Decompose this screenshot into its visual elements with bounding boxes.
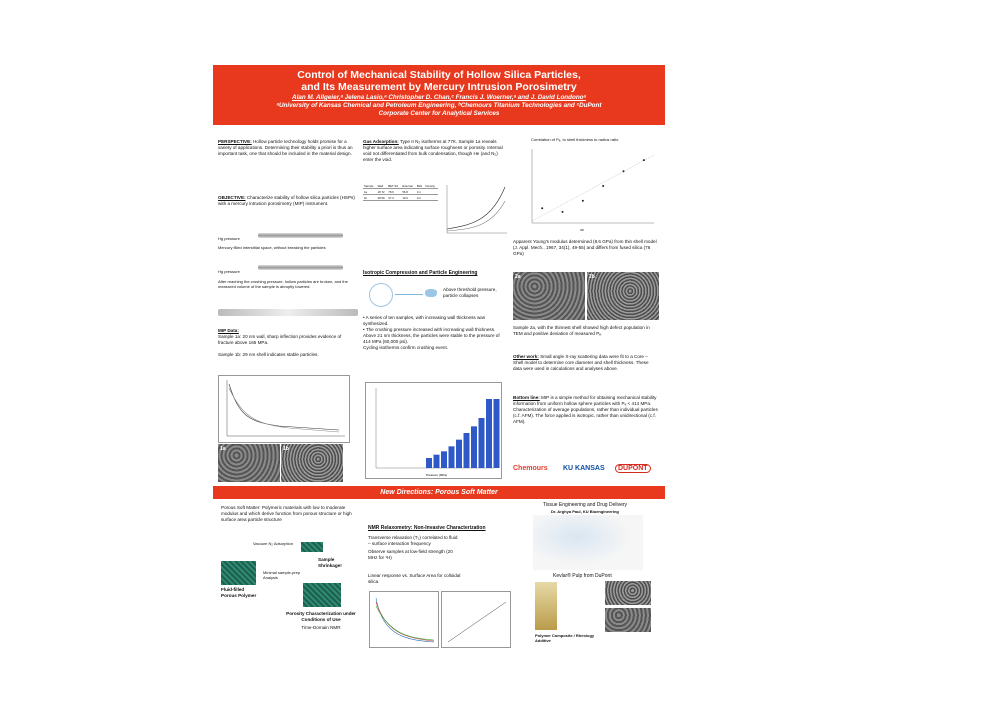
tem-label-2a: 2a <box>515 274 521 280</box>
sem-label-1b: 1b <box>283 446 289 452</box>
isotherm-svg <box>441 181 509 241</box>
objective-label: OBJECTIVE: <box>218 195 246 200</box>
tem-image-2b <box>587 272 659 320</box>
corr-xlabel: t/R <box>580 228 584 232</box>
surface-area-chart <box>441 591 511 648</box>
mip-curve-svg <box>219 376 349 442</box>
bottom-line-label: Bottom line: <box>513 395 540 400</box>
title-banner <box>213 65 665 125</box>
td-nmr-label: Time-Domain NMR <box>301 625 341 630</box>
cell <box>425 195 438 201</box>
th-external: External <box>401 183 416 189</box>
corr-point <box>623 170 625 172</box>
cell: 1a <box>363 189 377 195</box>
cell: 19.0 <box>401 195 416 201</box>
shrinkage-label: Sample Shrinkage! <box>318 557 342 568</box>
surface-area-svg <box>442 592 510 647</box>
bullet-1: • A series of ten samples, with increasing wall thickness was synthesized. <box>363 315 486 326</box>
crush-bar <box>479 418 485 468</box>
th-sample: Sample <box>363 183 377 189</box>
porosity-sample-image <box>303 583 341 607</box>
hg-column-diagram-1 <box>258 233 343 238</box>
other-work-text: Small angle X-ray scattering data were fit to a Core – Shell model to determine core diameter and shell thickness. These data were used in calculations and analyses above. <box>513 354 649 371</box>
bottom-line-block <box>513 395 658 425</box>
isotropic-label: Isotropic Compression and Particle Engineering <box>363 270 478 276</box>
bullet-2-text: The crushing pressure increased with increasing wall thickness. <box>365 327 496 332</box>
crush-bar <box>441 451 447 468</box>
crush-bar <box>449 446 455 468</box>
vacuum-label: Vacuum N₂ Adsorption <box>253 541 293 546</box>
crushing-chart <box>365 382 502 479</box>
tem-label-2b: 2b <box>589 274 595 280</box>
new-directions-banner: New Directions: Porous Soft Matter <box>213 486 665 499</box>
isotherm-1a <box>447 187 505 229</box>
corr-point <box>602 185 604 187</box>
mip-block <box>218 328 358 358</box>
crush-bar <box>494 399 500 468</box>
gas-text: Type II N₂ isotherms at 77K. Sample 1a reveals higher surface area indicating surface roughness or porosity. Internal void not differentiated from bulk condensation, though He (and N₂) enter the void. <box>363 139 503 162</box>
th-bet: BET SA <box>387 183 401 189</box>
decay-curve-3 <box>376 606 434 640</box>
objective-block <box>218 195 358 207</box>
crush-bar <box>471 426 477 468</box>
correlation-svg <box>518 145 658 233</box>
shrunk-sample-image <box>301 542 323 552</box>
hg-pressure-2: Hg pressure <box>218 269 240 274</box>
authors: Alan M. Allgeier,ᵃ Jelena Lasio,ᵃ Christopher D. Chan,ᶜ Francis J. Woerner,ᵃ and J. David Londonoᵃ <box>292 94 586 101</box>
mip-1a-text: Sample 1a: 20 nm wall, sharp inflection provides evidence of fracture above 165 MPa. <box>218 334 342 345</box>
crush-xlabel: Pressure (MPa) <box>426 473 448 477</box>
nmr-text-1: Transverse relaxation (T₂) correlated to fluid – surface interaction frequency <box>368 535 458 546</box>
above21-text: Above 21 nm thickness, the particles were stable to the pressure of 414 MPa (60,000 psi). <box>363 333 500 344</box>
cell: 28.59 <box>377 195 388 201</box>
crush-bar <box>434 455 440 468</box>
correlation-points <box>541 159 645 213</box>
hydrogel-diagram <box>533 515 643 570</box>
sem-image-1b <box>281 444 343 482</box>
collapse-arrow <box>395 294 423 295</box>
mip-curve-1a <box>229 384 339 430</box>
bullet-1-text: A series of ten samples, with increasing wall thickness was synthesized. <box>363 315 486 326</box>
correlation-title: Correlation of Pₑ, to shell thickness to radius ratio <box>531 137 619 142</box>
fluid-filled-sample-image <box>221 561 256 585</box>
tissue-label: Tissue Engineering and Drug Delivery <box>543 502 628 508</box>
title-line1: Control of Mechanical Stability of Hollow Silica Particles, <box>297 69 581 81</box>
mip-1b-text: Sample 1b: 29 nm shell indicates stable particles. <box>218 352 319 357</box>
corr-fit-line <box>532 155 654 221</box>
perspective-text: Hollow particle technology holds promise for a variety of applications. Determining their stability a priori is thus an important task, one that should be included in the material design. <box>218 139 353 156</box>
mip-label: MIP Data: <box>218 328 239 333</box>
mip-curve-chart <box>218 375 350 443</box>
fluid-filled-label: Fluid-filled Porous Polymer <box>221 587 257 598</box>
bottom-line-text: MIP is a simple method for obtaining mechanical stability information from uniform hollow sphere particles with Pₑ < 414 MPa. Characterization of average populations, rather than individual particles (c.f. AFM). The force applied is isotropic, rather than unidirectional (c.f. AFM). <box>513 395 658 424</box>
tissue-sub-label: Dr. Arghya Paul, KU Bioengineering <box>551 509 619 514</box>
poster <box>213 65 665 670</box>
perspective-block <box>218 139 358 157</box>
ku-logo: KU KANSAS <box>563 465 605 472</box>
cell: 0.2 <box>416 195 425 201</box>
particle-sequence-diagram <box>218 309 358 316</box>
bullet-2: • The crushing pressure increased with increasing wall thickness. <box>363 327 496 332</box>
isotropic-text <box>363 315 505 351</box>
t2-decay-svg <box>370 592 438 647</box>
kevlar-pulp-photo <box>535 582 557 630</box>
cell: 37.3 <box>387 195 401 201</box>
corr-point <box>643 159 645 161</box>
gas-adsorption-block <box>363 139 505 163</box>
table-row <box>363 195 438 201</box>
correlation-chart <box>518 145 658 233</box>
cell: 56.8 <box>401 189 416 195</box>
affiliation-1: ᵃUniversity of Kansas Chemical and Petroleum Engineering, ᵇChemours Titanium Technologies and ᶜDuPont <box>276 102 602 109</box>
cell: 78.6 <box>387 189 401 195</box>
crush-bar <box>456 440 462 468</box>
affiliation-2: Corporate Center for Analytical Services <box>378 110 500 117</box>
perspective-label: PERSPECTIVE: <box>218 139 252 144</box>
corr-point <box>541 207 543 209</box>
chemours-logo: Chemours <box>513 465 548 472</box>
porosity-label: Porosity Characterization under Conditions of Use <box>286 611 356 622</box>
crush-bar <box>486 399 492 468</box>
th-density: Density <box>425 183 438 189</box>
title-line2: and Its Measurement by Mercury Intrusion Porosimetry <box>301 81 577 93</box>
kevlar-label: Kevlar® Pulp from DuPont <box>553 573 612 579</box>
linear-text: Linear response vs. Surface Area for colloidal silica <box>368 573 461 584</box>
cycling-text: Cycling isotherms confirm crushing event. <box>363 345 449 350</box>
above-threshold: Above threshold pressure, particle collapses <box>443 287 497 298</box>
particle-icon <box>369 283 393 307</box>
other-work-label: Other work: <box>513 354 539 359</box>
gas-label: Gas Adsorption: <box>363 139 399 144</box>
crush-bar <box>464 433 470 468</box>
mercury-filled-caption: Mercury filled interstitial space, without breaking the particles <box>218 245 326 250</box>
corr-point <box>582 200 584 202</box>
minimal-prep-label: Minimal sample-prep Analysis <box>263 570 301 580</box>
hg-column-diagram-2 <box>258 265 343 270</box>
isotherm-chart <box>441 181 509 241</box>
th-bjh: BJH <box>416 183 425 189</box>
objective-text: Characterize stability of hollow silica particles (HSPs) with a mercury intrusion porosimetry (MIP) instrument. <box>218 195 355 206</box>
after-crushing-caption: After reaching the crushing pressure, hollow particles are broken, and the measured volume of the sample is abruptly lowered. <box>218 279 348 289</box>
corr-point <box>562 211 564 213</box>
linear-fit-line <box>448 602 506 642</box>
isotherm-1b <box>447 201 505 231</box>
collapsed-particle-icon <box>425 289 437 297</box>
youngs-modulus-text: Apparent Young's modulus determined (8.6 GPa) from thin shell model (J. Appl. Mech., 1967, 34(1), 49-55) and differs from fused silica (76 GPa) <box>513 239 657 256</box>
polymer-label: Polymer Composite / Rheology Additive <box>535 633 595 643</box>
nmr-text-2: Observe samples at low-field strength (20 MHz for ¹H) <box>368 549 453 560</box>
cell: 18.72 <box>377 189 388 195</box>
cell: 0.1 <box>416 189 425 195</box>
porous-intro: Porous Soft Matter: Polymeric materials with low to moderate modulus and which derive function from porous structure or high surface area particle structure <box>221 505 352 522</box>
sample2a-text: Sample 2a, with the thinnest shell showed high defect population in TEM and positive deviation of measured Pₑ. <box>513 325 650 336</box>
hg-pressure-1: Hg pressure <box>218 236 240 241</box>
th-wall: Wall <box>377 183 388 189</box>
tem-image-2a <box>513 272 585 320</box>
nmr-label: NMR Relaxometry: Non-Invasive Characterization <box>368 525 486 531</box>
crushing-svg <box>366 383 501 478</box>
sem-image-1a <box>218 444 280 482</box>
crushing-bars <box>426 399 500 468</box>
dupont-logo: DUPONT <box>615 464 651 473</box>
mip-curve-1b <box>229 388 339 432</box>
other-work-block <box>513 354 658 372</box>
crush-bar <box>426 458 432 468</box>
sem-label-1a: 1a <box>220 446 226 452</box>
t2-decay-chart <box>369 591 439 648</box>
cell: 1b <box>363 195 377 201</box>
kevlar-micrograph-2 <box>605 608 651 632</box>
kevlar-micrograph-1 <box>605 581 651 605</box>
gas-table <box>363 183 438 201</box>
